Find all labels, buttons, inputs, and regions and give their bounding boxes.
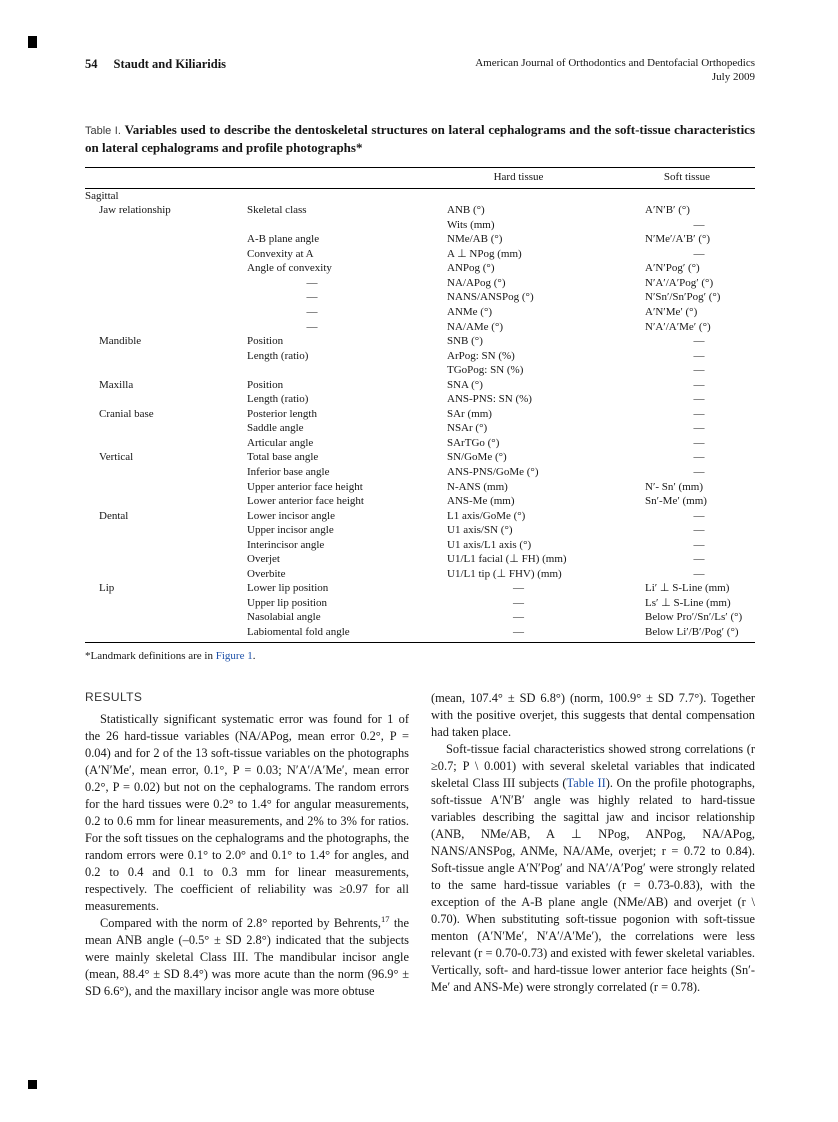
cell-hard-tissue: N-ANS (mm) xyxy=(447,480,508,493)
scan-artifact-bottom xyxy=(28,1080,37,1089)
cell-hard-tissue: ANPog (°) xyxy=(447,262,495,275)
cell-hard-tissue: SAr (mm) xyxy=(447,407,492,420)
journal-name: American Journal of Orthodontics and Dentofacial Orthopedics xyxy=(475,57,755,69)
cell-soft-tissue: N′- Sn′ (mm) xyxy=(645,480,703,493)
cell-hard-tissue: SN/GoMe (°) xyxy=(447,451,507,464)
cell-variable: Position xyxy=(247,335,284,348)
table-row xyxy=(85,610,755,625)
cell-category: Maxilla xyxy=(99,378,134,391)
cell-hard-tissue: ANS-Me (mm) xyxy=(447,495,515,508)
cell-soft-tissue: — xyxy=(693,509,705,522)
cell-variable xyxy=(247,218,447,233)
cell-soft-tissue: A′N′Pog′ (°) xyxy=(645,262,700,275)
cell-category xyxy=(85,480,247,495)
cell-soft-tissue: — xyxy=(693,567,705,580)
table-footnote xyxy=(85,650,755,663)
text-column-left xyxy=(85,690,409,1000)
col-header-hard-tissue: Hard tissue xyxy=(493,171,544,184)
table-caption xyxy=(85,122,755,156)
table-row xyxy=(85,552,755,567)
cell-soft-tissue: Sn′-Me′ (mm) xyxy=(645,495,707,508)
cell-variable: Upper anterior face height xyxy=(247,480,363,493)
table-row xyxy=(85,523,755,538)
table-row xyxy=(85,450,755,465)
cell-variable: Overbite xyxy=(247,567,286,580)
cell-variable: Angle of convexity xyxy=(247,262,332,275)
table-row xyxy=(85,378,755,393)
cell-soft-tissue: Li′ ⊥ S-Line (mm) xyxy=(645,582,730,595)
cell-variable: Total base angle xyxy=(247,451,319,464)
cell-variable: A-B plane angle xyxy=(247,233,320,246)
footnote-period: . xyxy=(252,649,256,662)
table-row xyxy=(85,538,755,553)
cell-category: Lip xyxy=(99,582,115,595)
cell-variable: Lower lip position xyxy=(247,582,329,595)
cell-variable: — xyxy=(306,305,318,318)
cell-soft-tissue: — xyxy=(693,524,705,537)
cell-soft-tissue: — xyxy=(693,378,705,391)
cell-variable: Skeletal class xyxy=(247,204,307,217)
cell-variable: Upper lip position xyxy=(247,596,328,609)
table-section-sagittal: Sagittal xyxy=(85,189,119,202)
cell-hard-tissue: — xyxy=(513,626,524,638)
table-row xyxy=(85,625,755,640)
cell-hard-tissue: ANS-PNS/GoMe (°) xyxy=(447,465,539,478)
cell-hard-tissue: NSAr (°) xyxy=(447,422,488,435)
cell-variable: Inferior base angle xyxy=(247,465,330,478)
cell-category xyxy=(85,363,247,378)
cell-category xyxy=(85,421,247,436)
cell-variable: Lower incisor angle xyxy=(247,509,335,522)
cell-variable: Length (ratio) xyxy=(247,393,309,406)
table-row xyxy=(85,494,755,509)
cell-category xyxy=(85,218,247,233)
cell-soft-tissue: — xyxy=(693,364,705,377)
table-row xyxy=(85,509,755,524)
cell-category xyxy=(85,320,247,335)
cell-category xyxy=(85,465,247,480)
cell-hard-tissue: SNA (°) xyxy=(447,378,483,391)
table-row xyxy=(85,276,755,291)
table-rows xyxy=(85,203,755,639)
results-section xyxy=(85,690,755,1000)
table-caption-text: Variables used to describe the dentoskeletal structures on lateral cephalograms and the soft-tissue characteristics on lateral cephalograms and profile photographs* xyxy=(85,122,756,155)
cell-soft-tissue: — xyxy=(693,393,705,406)
cell-variable: — xyxy=(306,320,318,333)
table-row xyxy=(85,421,755,436)
cell-variable: Nasolabial angle xyxy=(247,611,321,624)
cell-category: Dental xyxy=(99,509,129,522)
cell-hard-tissue: ANS-PNS: SN (%) xyxy=(447,393,532,406)
cell-variable: Overjet xyxy=(247,553,280,566)
cell-hard-tissue: — xyxy=(513,582,524,595)
cell-category xyxy=(85,523,247,538)
cell-category: Mandible xyxy=(99,335,142,348)
cell-category xyxy=(85,538,247,553)
table-row xyxy=(85,363,755,378)
cell-variable: Posterior length xyxy=(247,407,317,420)
cell-hard-tissue: A ⊥ NPog (mm) xyxy=(447,247,522,260)
cell-soft-tissue: — xyxy=(693,553,705,566)
figure-1-link[interactable]: Figure 1 xyxy=(215,649,253,662)
paragraph-text: ). On the profile photographs, soft-tissue A′N′B′ angle was highly related to hard-tissue variables describing the sagittal jaw and incisor relationship (ANB, NMe/AB, A ⊥ NPog, ANPog, NA/APog, NANS/ANSPog, ANMe, NA/AMe, overjet; r = 0.72 to 0.84). Soft-tissue angle A′N′Pog′ and NA′/A′Pog′ were strongly related to the same hard-tissue variables (r = 0.73-0.83), with the exception of the A-B plane angle (NMe/AB) and overjet (r \ 0.70). When substituting soft-tissue pogonion with soft-tissue menton (A′N′Me′, N′A′/A′Me′), the correlations were less relevant (r = 0.70-0.73) and existed with fewer skeletal variables. Vertically, soft- and hard-tissue lower anterior face heights (Sn′-Me′ and ANS-Me) were strongly correlated (r = 0.78). xyxy=(431,776,755,994)
cell-soft-tissue: A′N′B′ (°) xyxy=(645,204,690,217)
cell-variable: Position xyxy=(247,378,284,391)
cell-category xyxy=(85,494,247,509)
cell-soft-tissue: — xyxy=(693,465,705,478)
table-row xyxy=(85,480,755,495)
cell-hard-tissue: NA/APog (°) xyxy=(447,276,506,289)
cell-category xyxy=(85,610,247,625)
table-row xyxy=(85,247,755,262)
table-row xyxy=(85,436,755,451)
cell-hard-tissue: U1 axis/SN (°) xyxy=(447,524,513,537)
table-row xyxy=(85,596,755,611)
cell-hard-tissue: SArTGo (°) xyxy=(447,436,500,449)
table-row xyxy=(85,334,755,349)
cell-variable: Articular angle xyxy=(247,436,314,449)
table-row xyxy=(85,567,755,582)
page-number: 54 xyxy=(85,57,98,71)
cell-hard-tissue: ANB (°) xyxy=(447,204,485,217)
table-row xyxy=(85,290,755,305)
cell-category: Cranial base xyxy=(99,407,154,420)
cell-soft-tissue: — xyxy=(693,335,705,348)
table-caption-label: Table I. xyxy=(85,125,121,137)
cell-hard-tissue: L1 axis/GoMe (°) xyxy=(447,509,526,522)
cell-soft-tissue: — xyxy=(693,407,705,420)
results-heading: RESULTS xyxy=(85,690,143,704)
cell-variable: Interincisor angle xyxy=(247,538,325,551)
cell-soft-tissue: — xyxy=(693,349,705,362)
cell-hard-tissue: TGoPog: SN (%) xyxy=(447,364,524,377)
cell-soft-tissue: — xyxy=(693,422,705,435)
cell-hard-tissue: NMe/AB (°) xyxy=(447,233,503,246)
reference-17: 17 xyxy=(381,913,390,924)
table-row xyxy=(85,465,755,480)
scan-artifact-top xyxy=(28,36,37,48)
cell-category xyxy=(85,276,247,291)
cell-variable: Upper incisor angle xyxy=(247,524,334,537)
table-1 xyxy=(85,167,755,643)
paragraph-text: Compared with the norm of 2.8° reported by Behrents, xyxy=(100,916,382,930)
paragraph-text: the mean ANB angle (–0.5° ± SD 2.8°) indicated that the subjects were mainly skeletal Class III. The mandibular incisor angle (mean, 88.4° ± SD 8.4°) was more acute than the norm (96.9° ± SD 6.6°), and the maxillary incisor angle was more obtuse xyxy=(85,916,409,998)
cell-soft-tissue: Below Li′/B′/Pog′ (°) xyxy=(645,626,739,638)
cell-hard-tissue: U1/L1 facial (⊥ FH) (mm) xyxy=(447,553,567,566)
cell-soft-tissue: N′Me′/A′B′ (°) xyxy=(645,233,711,246)
paragraph-text: Soft-tissue facial characteristics showed strong correlations (r ≥0.7; P \ 0.001) with several skeletal variables that indicated skeletal Class III subjects ( xyxy=(431,742,755,790)
results-paragraph-1: Statistically significant systematic error was found for 1 of the 26 hard-tissue variables (NA/APog, mean error 0.2°, P = 0.04) and for 2 of the 13 soft-tissue variables on the photographs (A′N′Me′, mean error, 0.1°, P = 0.03; N′A′/A′Me′, mean error 0.2°, P = 0.02) but not on the cephalograms. The random errors for the hard tissues were 0.2° to 1.4° for angular measurements, 0.2 to 0.6 mm for linear measurements, and 2% to 3% for ratios. For the soft tissues on the cephalograms and the photographs, the random errors were 0.1° to 2.0° and 0.1° to 1.4° for angles, and 0.2 to 0.4 and 0.1 to 0.3 mm for linear measurements, respectively. The coefficient of reliability was ≥0.97 for all measurements. xyxy=(85,712,409,913)
cell-hard-tissue: — xyxy=(513,596,524,609)
cell-category xyxy=(85,567,247,582)
table-row xyxy=(85,320,755,335)
cell-variable xyxy=(247,363,447,378)
table-row xyxy=(85,581,755,596)
cell-hard-tissue: Wits (mm) xyxy=(447,218,495,231)
table-row xyxy=(85,305,755,320)
cell-category xyxy=(85,232,247,247)
table-row xyxy=(85,218,755,233)
text-column-right xyxy=(431,690,755,1000)
cell-soft-tissue: — xyxy=(693,436,705,449)
cell-soft-tissue: Below Pro′/Sn′/Ls′ (°) xyxy=(645,611,743,624)
cell-category xyxy=(85,261,247,276)
table-row xyxy=(85,407,755,422)
cell-category xyxy=(85,392,247,407)
cell-hard-tissue: ANMe (°) xyxy=(447,305,493,318)
table-header-row xyxy=(85,168,755,189)
cell-soft-tissue: — xyxy=(693,218,705,231)
cell-soft-tissue: N′A′/A′Me′ (°) xyxy=(645,320,711,333)
issue-date: July 2009 xyxy=(711,70,755,83)
cell-hard-tissue: NA/AMe (°) xyxy=(447,320,504,333)
table-row xyxy=(85,232,755,247)
cell-category xyxy=(85,290,247,305)
cell-variable: Length (ratio) xyxy=(247,349,309,362)
cell-hard-tissue: NANS/ANSPog (°) xyxy=(447,291,534,304)
cell-category xyxy=(85,349,247,364)
cell-category xyxy=(85,436,247,451)
table-body xyxy=(85,189,755,642)
cell-category xyxy=(85,596,247,611)
running-authors: Staudt and Kiliaridis xyxy=(113,57,227,71)
cell-hard-tissue: — xyxy=(513,611,524,624)
cell-variable: Convexity at A xyxy=(247,247,314,260)
cell-category: Jaw relationship xyxy=(99,204,171,217)
cell-category xyxy=(85,625,247,640)
table-row xyxy=(85,261,755,276)
cell-soft-tissue: — xyxy=(693,247,705,260)
table-1-block xyxy=(85,122,755,663)
cell-soft-tissue: Ls′ ⊥ S-Line (mm) xyxy=(645,596,731,609)
running-head-right xyxy=(475,57,755,84)
cell-soft-tissue: N′A′/A′Pog′ (°) xyxy=(645,276,714,289)
cell-soft-tissue: — xyxy=(693,538,705,551)
results-paragraph-3: (mean, 107.4° ± SD 6.8°) (norm, 100.9° ± SD 7.7°). Together with the positive overjet, this suggests that dental compensation had taken place. xyxy=(431,691,755,739)
cell-category xyxy=(85,552,247,567)
table-row xyxy=(85,392,755,407)
table-row xyxy=(85,203,755,218)
cell-variable: — xyxy=(306,276,318,289)
cell-soft-tissue: A′N′Me′ (°) xyxy=(645,305,698,318)
cell-hard-tissue: U1 axis/L1 axis (°) xyxy=(447,538,532,551)
footnote-text: *Landmark definitions are in xyxy=(85,649,216,662)
table-2-link[interactable]: Table II xyxy=(566,776,606,790)
cell-category: Vertical xyxy=(99,451,134,464)
cell-soft-tissue: — xyxy=(693,451,705,464)
cell-variable: Lower anterior face height xyxy=(247,495,364,508)
cell-soft-tissue: N′Sn′/Sn′Pog′ (°) xyxy=(645,291,721,304)
running-head-left xyxy=(85,57,226,72)
cell-hard-tissue: ArPog: SN (%) xyxy=(447,349,515,362)
cell-variable: — xyxy=(306,291,318,304)
cell-variable: Labiomental fold angle xyxy=(247,626,350,638)
running-head xyxy=(85,57,755,84)
results-paragraph-2 xyxy=(85,915,409,1000)
cell-hard-tissue: U1/L1 tip (⊥ FHV) (mm) xyxy=(447,567,562,580)
results-paragraph-4 xyxy=(431,741,755,996)
table-row xyxy=(85,349,755,364)
cell-variable: Saddle angle xyxy=(247,422,304,435)
cell-category xyxy=(85,305,247,320)
cell-hard-tissue: SNB (°) xyxy=(447,335,483,348)
col-header-soft-tissue: Soft tissue xyxy=(663,171,711,184)
cell-category xyxy=(85,247,247,262)
